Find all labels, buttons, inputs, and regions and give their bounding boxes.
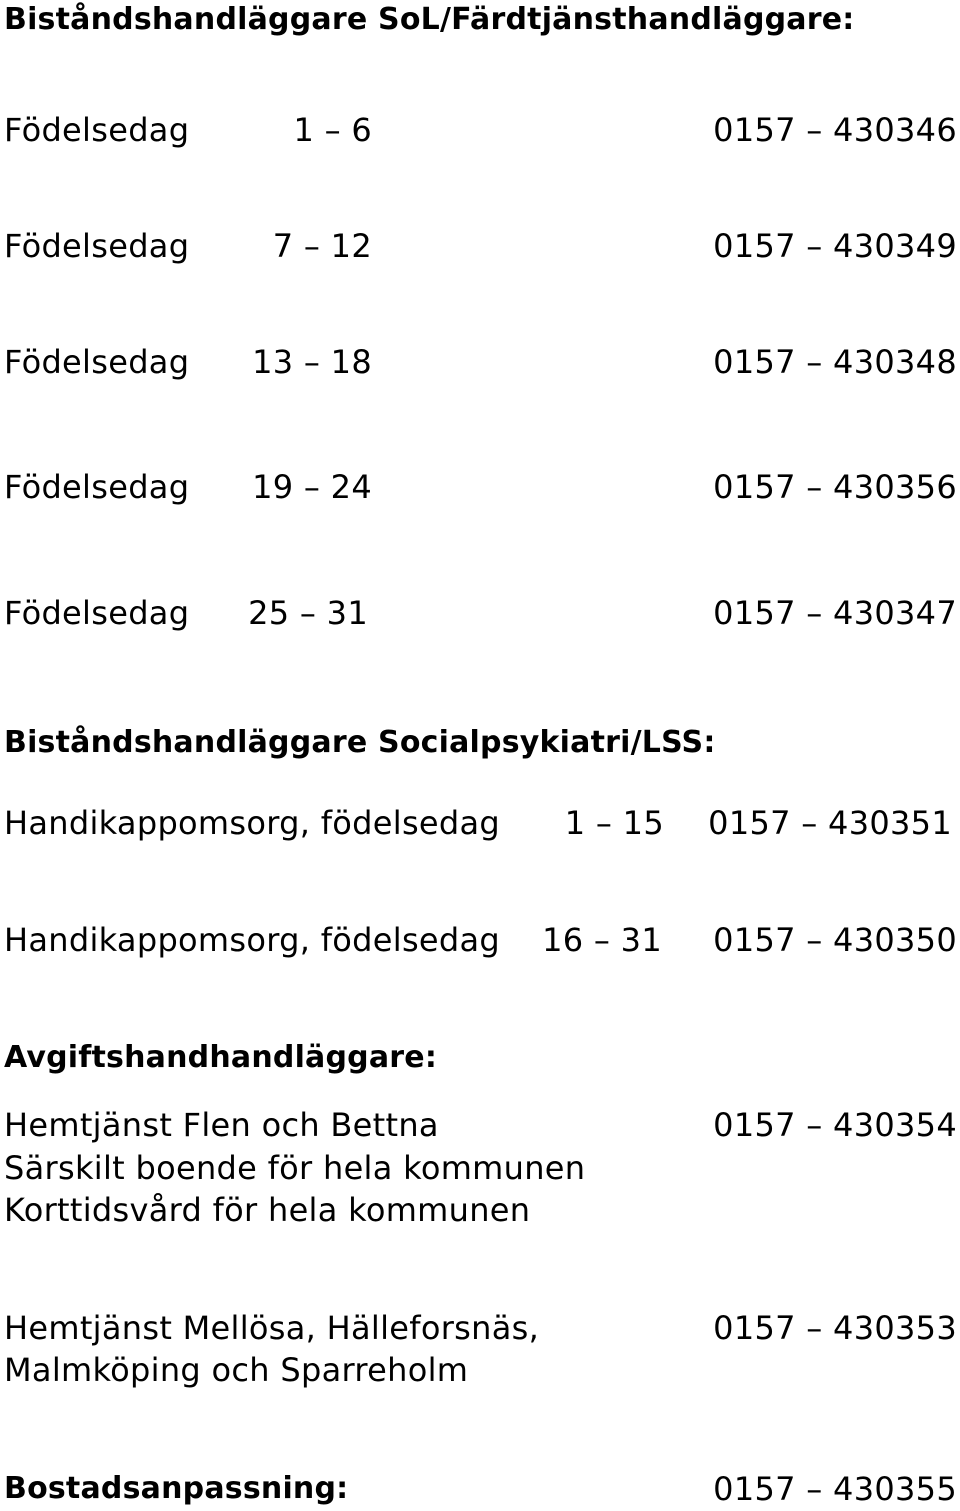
row-phone: 0157 – 430356 (713, 468, 957, 506)
fee-line: Korttidsvård för hela kommunen (4, 1191, 531, 1229)
row-phone: 0157 – 430350 (713, 921, 957, 959)
row-range: 19 – 24 (252, 468, 372, 506)
housing-phone: 0157 – 430355 (713, 1470, 957, 1508)
row-phone: 0157 – 430347 (713, 594, 957, 632)
row-label: Födelsedag (4, 343, 190, 381)
fee-line: Särskilt boende för hela kommunen (4, 1149, 586, 1187)
row-label: Handikappomsorg, födelsedag (4, 921, 501, 959)
row-range: 7 – 12 (272, 227, 372, 265)
row-range: 1 – 6 (293, 111, 372, 149)
row-phone: 0157 – 430346 (713, 111, 957, 149)
row-phone: 0157 – 430349 (713, 227, 957, 265)
row-range: 13 – 18 (252, 343, 372, 381)
row-range: 25 – 31 (248, 594, 368, 632)
fee-line: Hemtjänst Flen och Bettna (4, 1106, 439, 1144)
fee-line: Malmköping och Sparreholm (4, 1351, 469, 1389)
housing-label: Bostadsanpassning: (4, 1471, 349, 1506)
row-label: Handikappomsorg, födelsedag (4, 804, 501, 842)
heading-lss: Biståndshandläggare Socialpsykiatri/LSS: (4, 725, 716, 760)
fee-phone: 0157 – 430353 (713, 1309, 957, 1347)
row-phone: 0157 – 430348 (713, 343, 957, 381)
row-phone: 0157 – 430351 (708, 804, 952, 842)
heading-sol: Biståndshandläggare SoL/Färdtjänsthandläggare: (4, 2, 855, 37)
row-label: Födelsedag (4, 111, 190, 149)
row-range: 1 – 15 (564, 804, 664, 842)
row-range: 16 – 31 (542, 921, 662, 959)
heading-fee: Avgiftshandhandläggare: (4, 1040, 438, 1075)
fee-phone: 0157 – 430354 (713, 1106, 957, 1144)
row-label: Födelsedag (4, 594, 190, 632)
row-label: Födelsedag (4, 468, 190, 506)
row-label: Födelsedag (4, 227, 190, 265)
fee-line: Hemtjänst Mellösa, Hälleforsnäs, (4, 1309, 540, 1347)
